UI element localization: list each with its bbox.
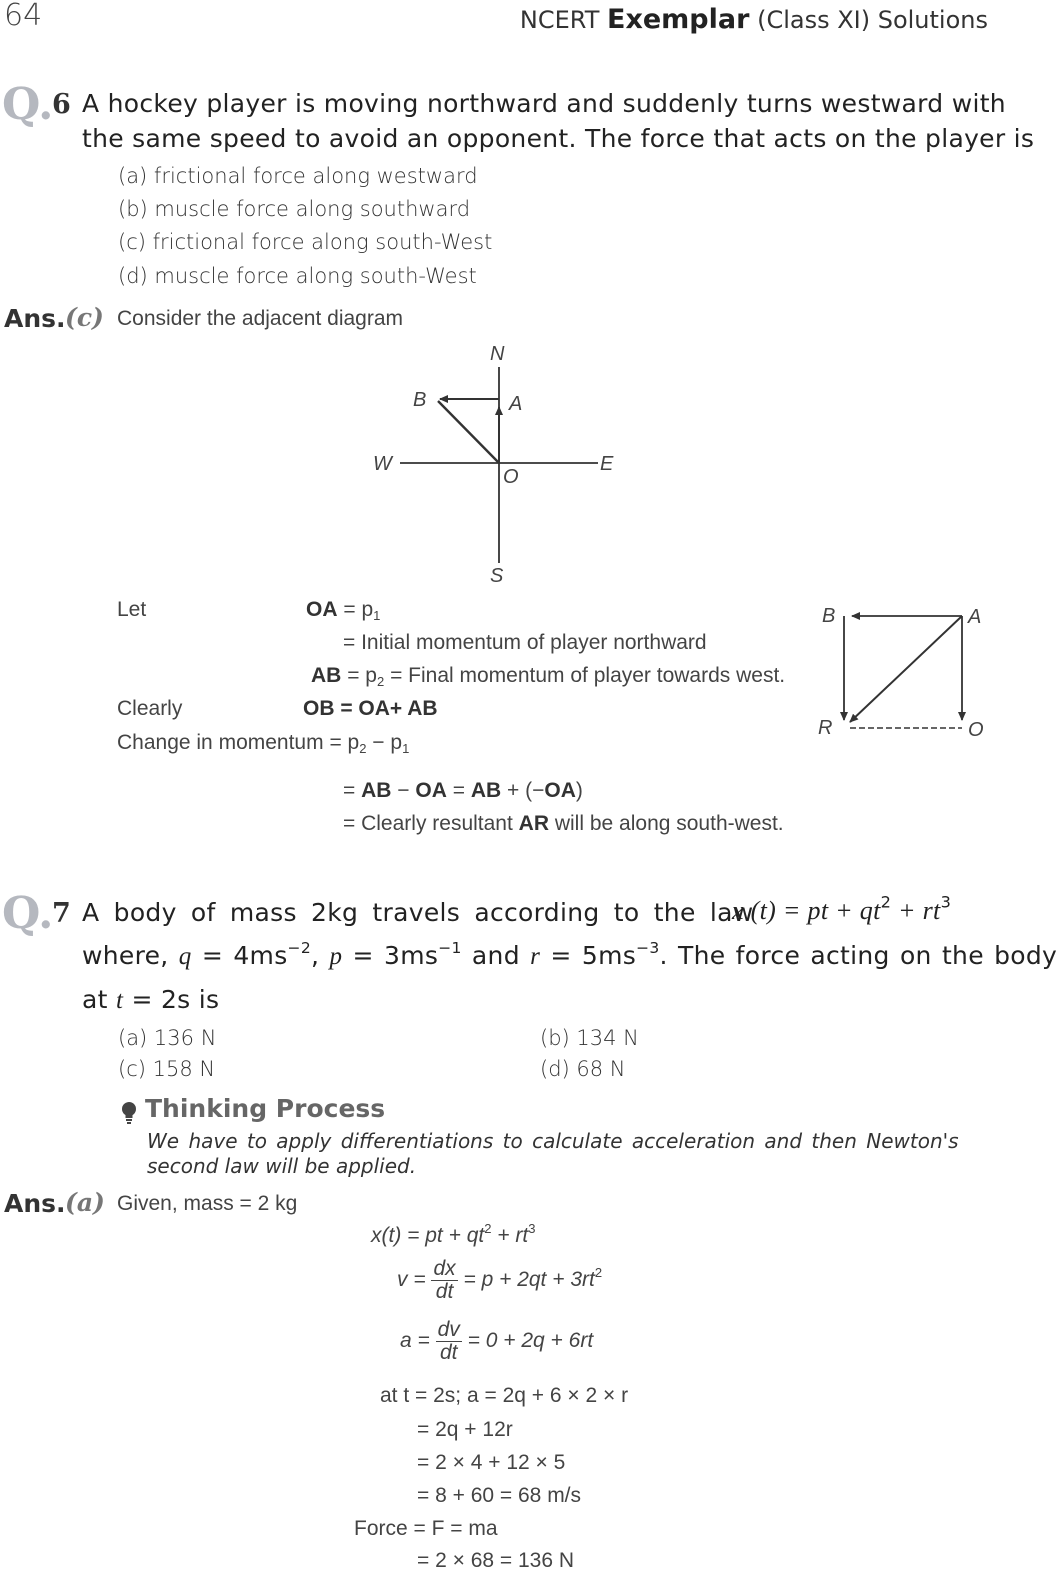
label-o: O xyxy=(503,466,519,488)
compass-diagram xyxy=(360,335,630,595)
law-equation xyxy=(732,892,952,926)
eq-sup: 2 xyxy=(484,1220,492,1236)
question-number: 7 xyxy=(52,898,71,929)
option-d: (d) 68 N xyxy=(540,1057,626,1081)
oa-subscript: 1 xyxy=(373,607,381,623)
given-mass: Given, mass = 2 kg xyxy=(117,1192,298,1215)
answer-option: (a) xyxy=(65,1188,105,1217)
ab-definition xyxy=(311,664,785,688)
eq-part: x(t) = pt + qt xyxy=(371,1224,485,1247)
change-sub-1: 1 xyxy=(402,740,410,756)
question-mark: Q. xyxy=(2,79,54,130)
law-rt: + rt xyxy=(891,896,941,925)
question-text-line xyxy=(82,985,219,1015)
res-part: + (− xyxy=(501,779,545,802)
label-e: E xyxy=(600,453,614,475)
ob-equation: OB = OA+ AB xyxy=(303,697,438,720)
law-x: x (t) = pt + qt xyxy=(732,896,881,925)
t: p xyxy=(329,943,343,970)
res-part: = Clearly resultant xyxy=(343,812,519,835)
label-b: B xyxy=(822,605,836,627)
eq-lhs: a = xyxy=(400,1329,430,1353)
equation-step: = 2 × 4 + 12 × 5 xyxy=(417,1451,566,1474)
thinking-process-title: Thinking Process xyxy=(145,1094,386,1123)
square-vector-diagram xyxy=(812,598,992,748)
eq-sup: 3 xyxy=(528,1220,536,1236)
t: −2 xyxy=(287,939,311,958)
equation-v xyxy=(397,1258,602,1303)
label-w: W xyxy=(373,453,392,475)
oa-definition xyxy=(306,598,380,622)
answer-label: Ans. xyxy=(4,304,66,333)
label-o: O xyxy=(968,719,984,741)
eq-lhs: v = xyxy=(397,1268,426,1292)
q7-text: A body of mass 2kg travels according to the law xyxy=(82,898,754,927)
derivative-dx-dt xyxy=(431,1258,457,1303)
res-part: will be along south-west. xyxy=(549,812,784,835)
frac-num: dv xyxy=(437,1318,460,1341)
vector-ar xyxy=(850,616,962,722)
thinking-process-text: We have to apply differentiations to calculate acceleration and then Newton's xyxy=(147,1129,959,1153)
t: −3 xyxy=(636,939,660,958)
equation-at-t: at t = 2s; a = 2q + 6 × 2 × r xyxy=(380,1384,629,1407)
header-prefix: NCERT xyxy=(519,6,600,34)
clearly-label: Clearly xyxy=(117,697,183,720)
option-b: (b) 134 N xyxy=(540,1026,639,1050)
thinking-process-text: second law will be applied. xyxy=(147,1154,417,1178)
res-ab: AB xyxy=(470,779,502,802)
question-number: 6 xyxy=(52,89,71,120)
frac-den: dt xyxy=(439,1341,458,1365)
label-s: S xyxy=(490,565,504,587)
oa-symbol: OA xyxy=(306,598,338,621)
let-label: Let xyxy=(117,598,147,621)
label-n: N xyxy=(490,343,505,365)
eq-part: + rt xyxy=(491,1224,529,1247)
change-text: Change in momentum = p xyxy=(117,731,360,754)
equation-final: = 2 × 68 = 136 N xyxy=(417,1549,575,1572)
option-c: (c) frictional force along south-West xyxy=(118,230,493,254)
label-a: A xyxy=(968,606,982,628)
eq-rhs: = p + 2qt + 3rt xyxy=(463,1268,595,1292)
change-sub-2: 2 xyxy=(359,740,367,756)
t: at xyxy=(82,985,116,1014)
res-part: ) xyxy=(575,779,583,802)
ab-description: = Final momentum of player towards west. xyxy=(390,664,786,687)
question-mark: Q. xyxy=(2,888,54,939)
equation-x xyxy=(371,1220,536,1248)
label-r: R xyxy=(818,717,833,739)
res-ab: AB xyxy=(361,779,392,802)
t: −1 xyxy=(438,939,462,958)
ab-subscript: 2 xyxy=(376,673,385,689)
ab-symbol: AB xyxy=(311,664,342,687)
frac-den: dt xyxy=(435,1280,454,1304)
t: . The force acting on the body xyxy=(659,941,1057,970)
res-ar: AR xyxy=(518,812,550,835)
option-c: (c) 158 N xyxy=(118,1057,216,1081)
res-oa: OA xyxy=(544,779,576,802)
eq-sup: 2 xyxy=(594,1264,603,1280)
answer-intro: Consider the adjacent diagram xyxy=(117,307,404,330)
t: = 2s is xyxy=(123,985,220,1014)
oa-p: = p xyxy=(343,598,374,621)
question-text-line: the same speed to avoid an opponent. The force that acts on the player is xyxy=(82,124,1035,153)
page-number: 64 xyxy=(4,0,43,33)
derivative-dv-dt xyxy=(436,1319,462,1364)
option-a: (a) 136 N xyxy=(118,1026,217,1050)
t: q xyxy=(178,943,192,970)
res-part: − xyxy=(391,779,416,802)
law-sup: 3 xyxy=(940,892,952,912)
result-line-1 xyxy=(343,779,583,803)
res-part: = xyxy=(343,779,362,802)
option-d: (d) muscle force along south-West xyxy=(118,264,477,288)
question-text-line xyxy=(82,941,1057,971)
result-line-2 xyxy=(343,812,784,836)
label-a: A xyxy=(509,393,523,415)
header-suffix: (Class XI) Solutions xyxy=(757,6,988,34)
equation-step: = 2q + 12r xyxy=(417,1418,513,1441)
eq-rhs: = 0 + 2q + 6rt xyxy=(467,1329,594,1353)
frac-num: dx xyxy=(433,1257,456,1280)
law-sup: 2 xyxy=(880,892,892,912)
t: where, xyxy=(82,941,179,970)
t: = 5ms xyxy=(540,941,637,970)
t: t xyxy=(115,987,124,1014)
equation-force: Force = F = ma xyxy=(354,1517,498,1540)
t: = 3ms xyxy=(342,941,439,970)
oa-description: = Initial momentum of player northward xyxy=(343,631,707,654)
option-b: (b) muscle force along southward xyxy=(118,197,471,221)
header-bold: Exemplar xyxy=(607,4,750,35)
question-text-line: A hockey player is moving northward and suddenly turns westward with xyxy=(82,89,1006,118)
running-header xyxy=(520,4,988,35)
answer-option: (c) xyxy=(65,303,104,332)
ab-p: = p xyxy=(347,664,377,687)
question-text-line xyxy=(82,898,753,927)
res-oa: OA xyxy=(415,779,447,802)
equation-step: = 8 + 60 = 68 m/s xyxy=(417,1484,582,1507)
t: r xyxy=(530,943,541,970)
option-a: (a) frictional force along westward xyxy=(118,164,478,188)
label-b: B xyxy=(413,389,427,411)
change-minus: − p xyxy=(366,731,403,754)
res-part: = xyxy=(446,779,471,802)
bulb-icon xyxy=(120,1100,138,1126)
vector-ob xyxy=(438,401,499,463)
t: = 4ms xyxy=(191,941,288,970)
answer-label: Ans. xyxy=(4,1189,66,1218)
t: and xyxy=(461,941,531,970)
equation-a xyxy=(400,1319,593,1364)
change-in-momentum xyxy=(117,731,409,755)
t: , xyxy=(310,941,330,970)
